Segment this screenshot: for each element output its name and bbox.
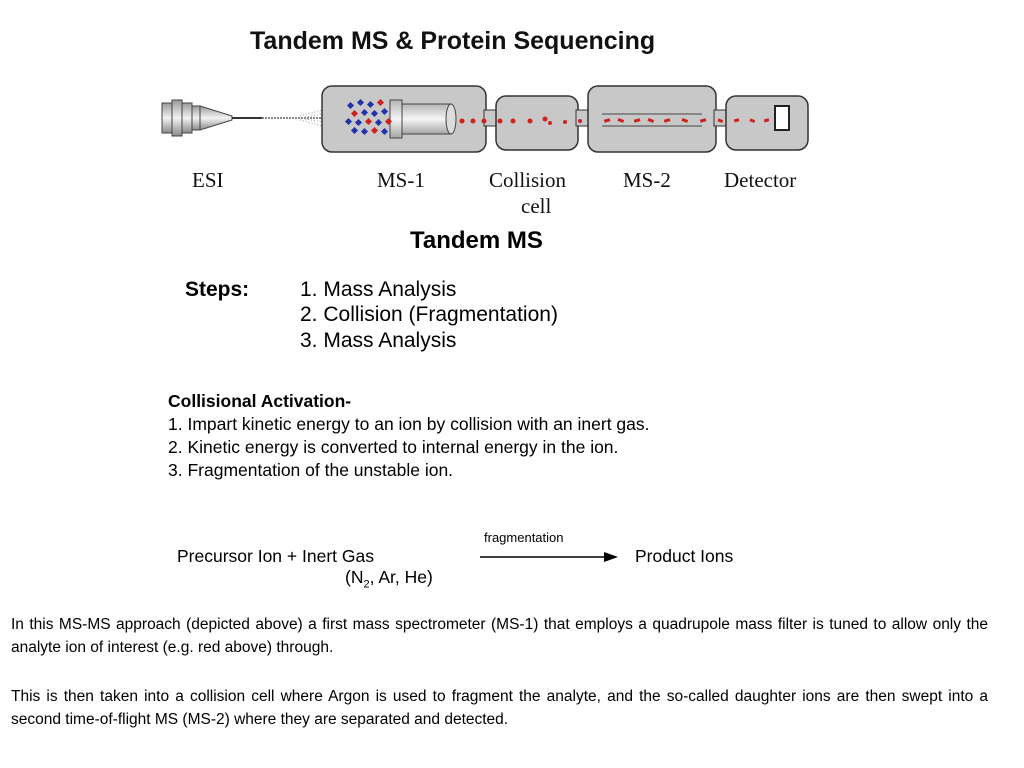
esi-source bbox=[162, 100, 262, 136]
collisional-item: 3. Fragmentation of the unstable ion. bbox=[168, 460, 454, 480]
step-item: 2. Collision (Fragmentation) bbox=[300, 303, 558, 326]
label-ms2: MS-2 bbox=[623, 168, 671, 192]
equation-left: Precursor Ion + Inert Gas bbox=[177, 546, 374, 566]
label-ms1: MS-1 bbox=[377, 168, 425, 192]
collisional-item: 2. Kinetic energy is converted to internal energy in the ion. bbox=[168, 437, 619, 457]
gases-suffix: , Ar, He) bbox=[369, 567, 433, 587]
label-collision-cell: cell bbox=[521, 194, 552, 218]
collisional-heading: Collisional Activation- bbox=[168, 391, 352, 411]
label-collision: Collision bbox=[489, 168, 567, 192]
collisional-item: 1. Impart kinetic energy to an ion by collision with an inert gas. bbox=[168, 414, 650, 434]
equation-right: Product Ions bbox=[635, 546, 734, 566]
label-detector: Detector bbox=[724, 168, 797, 192]
step-item: 1. Mass Analysis bbox=[300, 278, 457, 301]
steps-heading: Steps: bbox=[185, 278, 250, 301]
equation-gases bbox=[345, 567, 433, 591]
section-title: Tandem MS bbox=[410, 227, 543, 254]
ms1-quadrupole bbox=[390, 100, 456, 138]
tandem-ms-diagram bbox=[0, 0, 1024, 168]
paragraph: In this MS-MS approach (depicted above) a first mass spectrometer (MS-1) that employs a quadrupole mass filter is tuned to allow only the analyte ion of interest (e.g. red above) through. bbox=[11, 616, 988, 656]
reaction-arrow bbox=[480, 550, 620, 564]
step-item: 3. Mass Analysis bbox=[300, 329, 457, 352]
gases-prefix: (N bbox=[345, 567, 364, 587]
page-title: Tandem MS & Protein Sequencing bbox=[250, 27, 656, 55]
gases-subscript: 2 bbox=[363, 578, 370, 591]
label-esi: ESI bbox=[192, 168, 224, 192]
detector-plate bbox=[775, 106, 789, 130]
paragraph: This is then taken into a collision cell where Argon is used to fragment the analyte, and the so-called daughter ions are then swept into a second time-of-flight MS (MS-2) where they are separated and detected. bbox=[11, 688, 988, 728]
arrow-label: fragmentation bbox=[484, 530, 564, 545]
